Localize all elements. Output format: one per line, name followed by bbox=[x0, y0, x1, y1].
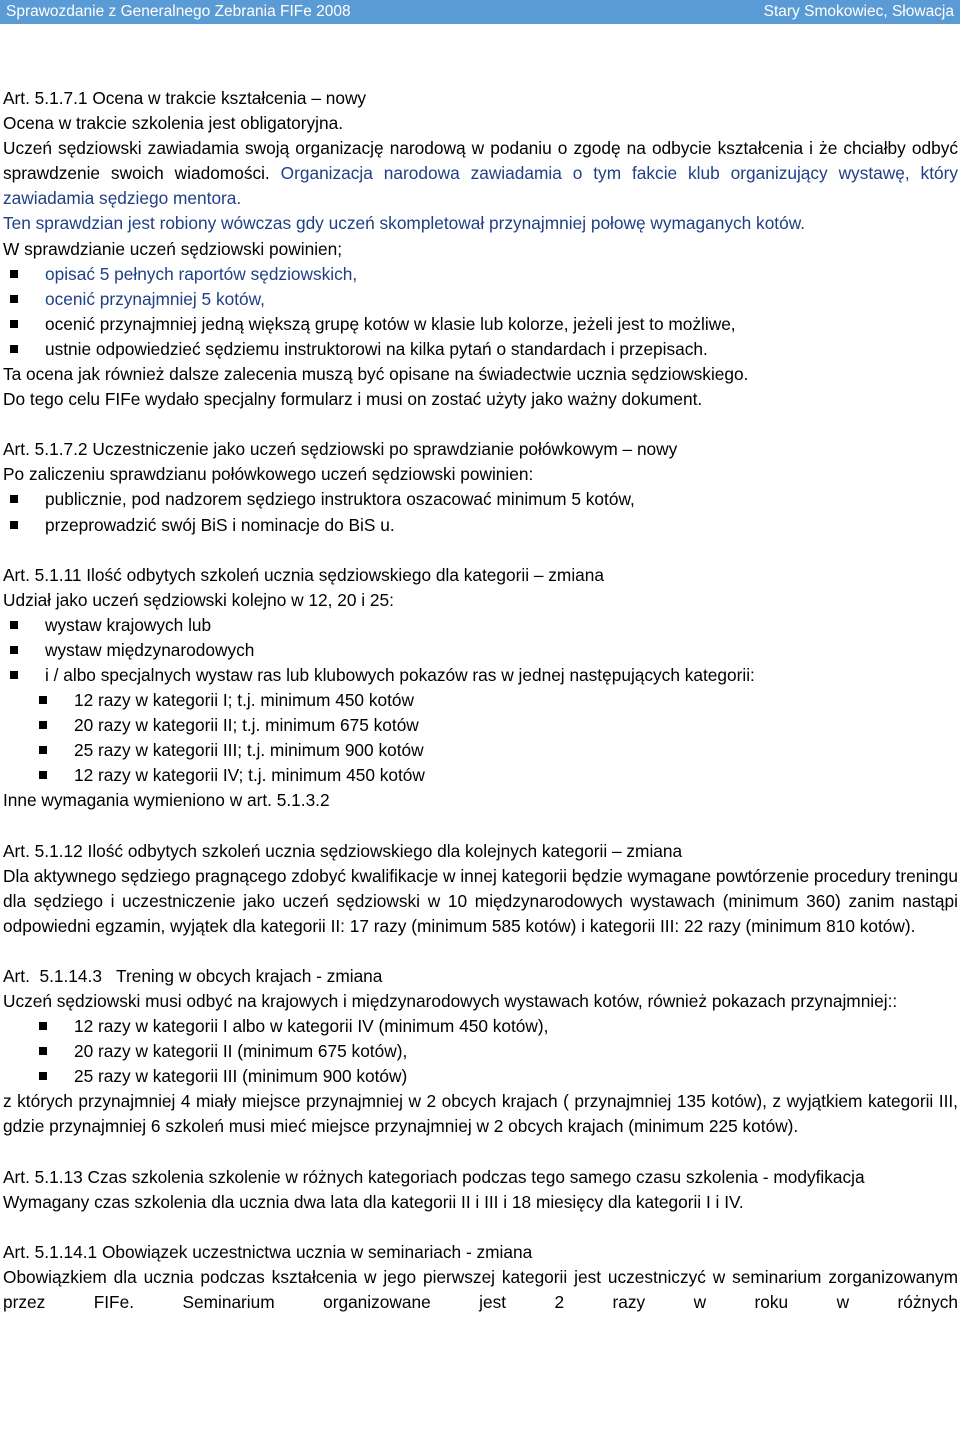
bullet-list bbox=[3, 613, 958, 688]
section-5-1-7-2 bbox=[3, 437, 958, 537]
list-item: 25 razy w kategorii III; t.j. minimum 900 kotów bbox=[3, 738, 958, 763]
paragraph: z których przynajmniej 4 miały miejsce przynajmniej w 2 obcych krajach ( przynajmniej 135 kotów), z wyjątkiem kategorii III, gdzie przynajmniej 6 szkoleń musi mieć miejsce przynajmniej w 2 obcych krajach (minimum 225 kotów). bbox=[3, 1091, 958, 1137]
paragraph: Obowiązkiem dla ucznia podczas kształcenia w jego pierwszej kategorii jest uczestniczyć w seminarium zorganizowanym przez FIFe. Seminarium organizowane jest 2 razy w roku w różnych bbox=[3, 1266, 958, 1312]
paragraph: Wymagany czas szkolenia dla ucznia dwa lata dla kategorii II i III i 18 miesięcy dla kategorii I i IV. bbox=[3, 1191, 744, 1212]
header-title: Sprawozdanie z Generalnego Zebrania FIFe 2008 bbox=[6, 3, 351, 20]
list-item: wystaw krajowych lub bbox=[3, 613, 958, 638]
list-item: 12 razy w kategorii I albo w kategorii IV (minimum 450 kotów), bbox=[3, 1014, 958, 1039]
sub-bullet-list bbox=[3, 1014, 958, 1089]
section-title: Art. 5.1.13 Czas szkolenia szkolenie w różnych kategoriach podczas tego samego czasu szkolenia - modyfikacja bbox=[3, 1166, 865, 1187]
list-item: 12 razy w kategorii I; t.j. minimum 450 kotów bbox=[3, 688, 958, 713]
list-item: 25 razy w kategorii III (minimum 900 kotów) bbox=[3, 1064, 958, 1089]
list-item: ocenić przynajmniej jedną większą grupę kotów w klasie lub kolorze, jeżeli jest to możliwe, bbox=[3, 312, 958, 337]
paragraph: Uczeń sędziowski musi odbyć na krajowych i międzynarodowych wystawach kotów, również pokazach przynajmniej:: bbox=[3, 991, 898, 1011]
header-location: Stary Smokowiec, Słowacja bbox=[763, 3, 954, 20]
document-body bbox=[0, 24, 960, 1315]
paragraph: Ocena w trakcie szkolenia jest obligatoryjna. bbox=[3, 113, 344, 134]
section-5-1-13 bbox=[3, 1165, 958, 1215]
sub-bullet-list bbox=[3, 688, 958, 788]
paragraph: Uczeń sędziowski zawiadamia swoją organizację narodową w podaniu o zgodę na odbycie kształcenia i że chciałby odbyć sprawdzenie swoich wiadomości. Organizacja narodowa zawiadamia o tym fakcie klub organizujący wystawę, który zawiadamia sędziego mentora. bbox=[3, 138, 958, 209]
list-item: opisać 5 pełnych raportów sędziowskich, bbox=[3, 262, 958, 287]
paragraph: Ten sprawdzian jest robiony wówczas gdy uczeń skompletował przynajmniej połowę wymaganych kotów. bbox=[3, 213, 806, 234]
paragraph: Inne wymagania wymieniono w art. 5.1.3.2 bbox=[3, 790, 330, 811]
section-title: Art. 5.1.11 Ilość odbytych szkoleń ucznia sędziowskiego dla kategorii – zmiana bbox=[3, 564, 604, 585]
list-item: 12 razy w kategorii IV; t.j. minimum 450 kotów bbox=[3, 763, 958, 788]
section-5-1-14-3 bbox=[3, 964, 958, 1140]
section-5-1-14-1 bbox=[3, 1240, 958, 1315]
list-item: 20 razy w kategorii II (minimum 675 kotów), bbox=[3, 1039, 958, 1064]
list-item: publicznie, pod nadzorem sędziego instruktora oszacować minimum 5 kotów, bbox=[3, 487, 958, 512]
section-5-1-12 bbox=[3, 839, 958, 939]
paragraph: Udział jako uczeń sędziowski kolejno w 12, 20 i 25: bbox=[3, 589, 394, 610]
bullet-list bbox=[3, 262, 958, 362]
list-item: wystaw międzynarodowych bbox=[3, 638, 958, 663]
section-title: Art. 5.1.14.1 Obowiązek uczestnictwa ucznia w seminariach - zmiana bbox=[3, 1241, 533, 1262]
paragraph: Po zaliczeniu sprawdzianu połówkowego uczeń sędziowski powinien: bbox=[3, 464, 534, 485]
list-item: i / albo specjalnych wystaw ras lub klubowych pokazów ras w jednej następujących kategorii: bbox=[3, 663, 958, 688]
section-title: Art. 5.1.7.2 Uczestniczenie jako uczeń sędziowski po sprawdzianie połówkowym – nowy bbox=[3, 439, 678, 460]
bullet-list bbox=[3, 487, 958, 537]
paragraph: Ta ocena jak również dalsze zalecenia muszą być opisane na świadectwie ucznia sędziowskiego. bbox=[3, 364, 749, 385]
section-title: Art. 5.1.7.1 Ocena w trakcie kształcenia – nowy bbox=[3, 88, 367, 108]
list-item: ustnie odpowiedzieć sędziemu instruktorowi na kilka pytań o standardach i przepisach. bbox=[3, 337, 958, 362]
page-header bbox=[0, 0, 960, 24]
paragraph: W sprawdzianie uczeń sędziowski powinien; bbox=[3, 238, 343, 259]
section-5-1-11 bbox=[3, 563, 958, 814]
paragraph: Dla aktywnego sędziego pragnącego zdobyć kwalifikacje w innej kategorii będzie wymagane powtórzenie procedury treningu dla sędziego i uczestniczenie jako uczeń sędziowski w 10 międzynarodowych wystawach (minimum 360) zanim nastąpi odpowiedni egzamin, wyjątek dla kategorii II: 17 razy (minimum 585 kotów) i kategorii III: 22 razy (minimum 810 kotów). bbox=[3, 865, 958, 936]
list-item: przeprowadzić swój BiS i nominacje do BiS u. bbox=[3, 513, 958, 538]
section-title: Art. 5.1.12 Ilość odbytych szkoleń ucznia sędziowskiego dla kolejnych kategorii – zmiana bbox=[3, 840, 683, 861]
section-5-1-7-1 bbox=[3, 86, 958, 412]
paragraph: Do tego celu FIFe wydało specjalny formularz i musi on zostać użyty jako ważny dokument. bbox=[3, 389, 703, 410]
list-item: 20 razy w kategorii II; t.j. minimum 675 kotów bbox=[3, 713, 958, 738]
list-item: ocenić przynajmniej 5 kotów, bbox=[3, 287, 958, 312]
section-title: Art. 5.1.14.3 Trening w obcych krajach - zmiana bbox=[3, 965, 383, 986]
